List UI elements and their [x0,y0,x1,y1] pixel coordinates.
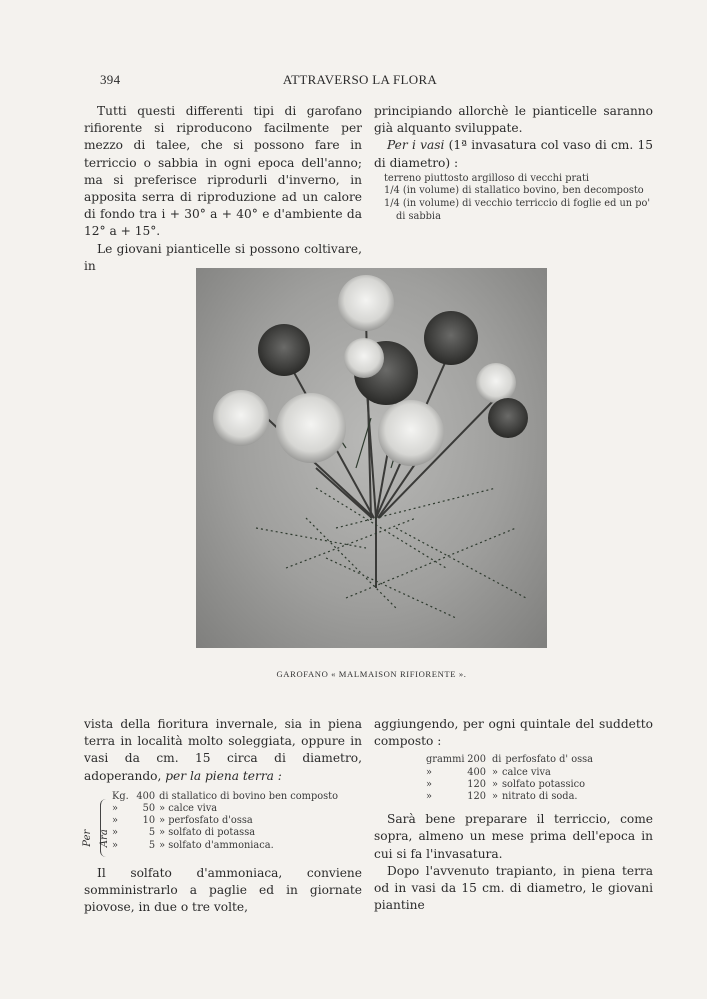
table-row: » 120 » solfato potassico [426,778,585,790]
recipe-item: 1/4 (in volume) di vecchio terriccio di foglie ed un po' di sabbia [384,198,651,222]
carnation-bloom [344,338,384,378]
table-row: » 120 » nitrato di soda. [426,791,578,803]
carnation-bloom [488,398,528,438]
paragraph-after-transplant: Dopo l'avvenuto trapianto, in piena terra od in vasi da 15 cm. di diametro, le giovani piantine [374,863,653,913]
per-ara-label: Per Ara [81,829,110,847]
carnation-bloom [424,311,478,365]
open-ground-heading: per la piena terra : [165,768,282,783]
table-row: Kg. 400 di stallatico di bovino ben composto [112,790,339,802]
paragraph-continuation: principiando allorchè le pianticelle saranno già alquanto sviluppate. [374,104,653,136]
carnation-illustration [196,268,547,648]
recipe-item: terreno piuttosto argilloso di vecchi prati [384,172,590,184]
table-row: grammi 200 di perfosfato d' ossa [426,754,593,766]
carnation-bloom [378,400,444,466]
paragraph-propagation: Tutti questi differenti tipi di garofano rifiorente si riproducono facilmente per mezzo di talee, che si possono fare in terriccio o sabbia in ogni epoca dell'anno; ma si preferisce riprodurli d'inverno, in apposita serra di riproduzione ad un calore di fondo tra i + 30° a + 40° e d'ambiente da 12° a + 15°. [84,104,362,239]
figure-caption: GAROFANO « MALMAISON RIFIORENTE ». [276,669,467,679]
paragraph-pots [374,137,653,171]
per-ara-rows [112,791,338,852]
carnation-bloom [276,393,346,463]
compost-additions-table [426,754,653,803]
paragraph-ammonium-sulfate: Il solfato d'ammoniaca, conviene somministrarlo a paglie ed in giornate piovose, in due o tre volte, [84,865,362,915]
table-row: » 400 » calce viva [426,766,551,778]
carnation-bloom [338,275,394,331]
pots-heading: Per i vasi [387,138,445,153]
top-left-column [84,103,362,275]
bottom-right-column [374,716,653,914]
carnation-bloom [476,363,516,403]
bottom-left-column [81,716,362,916]
paragraph-additions: aggiungendo, per ogni quintale del suddetto composto : [374,717,653,749]
soil-recipe [384,173,653,223]
table-row: » 50 » calce viva [112,803,218,815]
running-head [100,72,620,88]
paragraph-soil-prep: Sarà bene preparare il terriccio, come sopra, almeno un mese prima dell'epoca in cui si fa l'invasatura. [374,812,653,861]
paragraph-cultivation-start: Le giovani pianticelle si possono coltivare, in [84,241,362,273]
pots-text: (1ª invasatura col vaso di cm. 15 di diametro) : [374,138,653,170]
page-number: 394 [100,72,121,87]
top-right-column [374,103,653,223]
paragraph-winter-bloom [84,716,362,785]
running-title: ATTRAVERSO LA FLORA [282,72,438,87]
carnation-bloom [213,390,269,446]
winter-bloom-text: vista della fioritura invernale, sia in piena terra in località molto soleggiata, oppure in vasi da cm. 15 circa di diametro, adoperando, [84,717,362,783]
table-row: » 5 » solfato d'ammoniaca. [112,839,274,851]
table-row: » 5 » solfato di potassa [112,827,256,839]
recipe-item: 1/4 (in volume) di stallatico bovino, ben decomposto [384,185,644,197]
table-row: » 10 » perfosfato d'ossa [112,815,253,827]
carnation-bloom [258,324,310,376]
per-ara-table [81,790,362,861]
carnation-photograph [196,268,547,648]
